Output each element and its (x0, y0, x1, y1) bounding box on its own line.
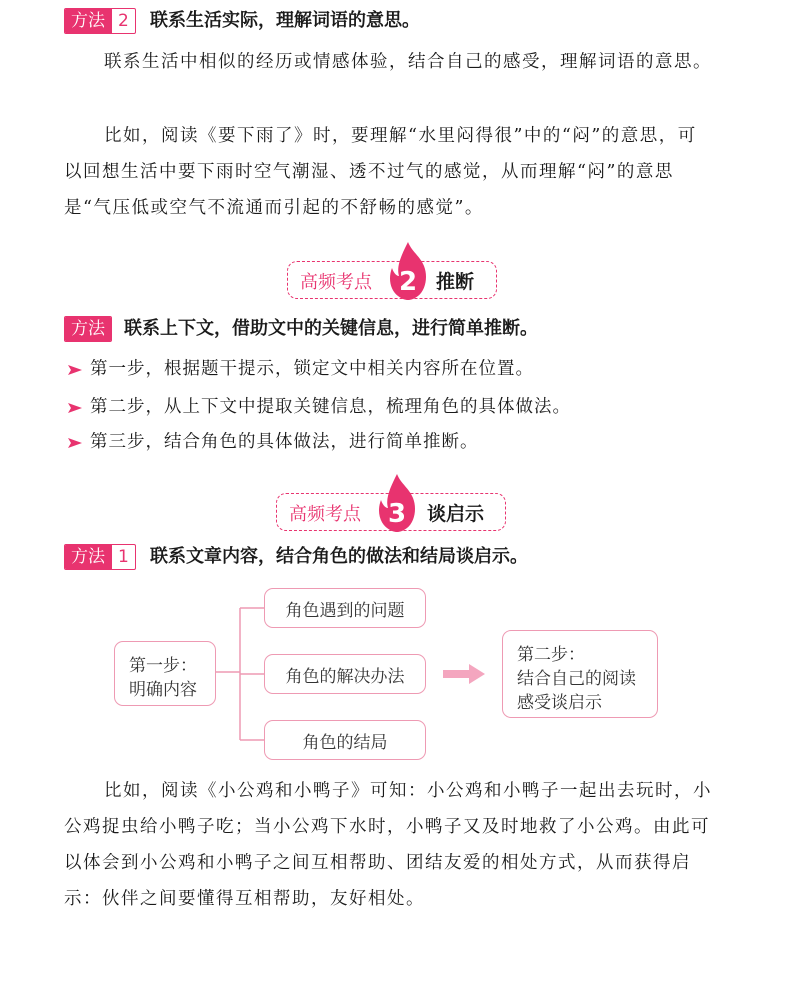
right-arrow-icon (443, 664, 485, 684)
banner-right-text: 推断 (436, 271, 475, 293)
branch-ending-box (264, 720, 426, 760)
banner-left-text: 高频考点 (300, 272, 372, 293)
branch-problem-box (264, 588, 426, 628)
method-label: 方法 (65, 9, 111, 33)
method-2-heading: 联系生活实际，理解词语的意思。 (150, 10, 420, 31)
section1-paragraph-2-text: 比如，阅读《要下雨了》时，要理解“水里闷得很”中的“闷”的意思，可以回想生活中要下雨时空气潮湿、透不过气的感觉，从而理解“闷”的意思是“气压低或空气不流通而引起的不舒畅的感觉”。 (64, 126, 697, 218)
step-bullet-1-text: 第一步，根据题干提示，锁定文中相关内容所在位置。 (90, 359, 534, 379)
branch-solution-box (264, 654, 426, 694)
section3-paragraph (64, 773, 714, 917)
step2-box (502, 630, 658, 718)
method-1-heading: 联系文章内容，结合角色的做法和结局谈启示。 (150, 546, 528, 567)
step-bullet-2-text: 第二步，从上下文中提取关键信息，梳理角色的具体做法。 (90, 397, 571, 417)
branch-ending-text: 角色的结局 (302, 732, 388, 753)
banner-number: 2 (398, 267, 418, 297)
branch-solution-text: 角色的解决办法 (285, 666, 405, 687)
method-label: 方法 (65, 317, 111, 341)
method-number: 2 (111, 9, 135, 33)
section3-paragraph-text: 比如，阅读《小公鸡和小鸭子》可知：小公鸡和小鸭子一起出去玩时，小公鸡捉虫给小鸭子吃；当小公鸡下水时，小鸭子又及时地救了小公鸡。由此可以体会到小公鸡和小鸭子之间互相帮助、团结友爱的相处方式，从而获得启示：伙伴之间要懂得互相帮助，友好相处。 (64, 781, 712, 909)
banner-number: 3 (387, 499, 407, 529)
step2-text-line2: 感受谈启示 (517, 693, 602, 713)
step2-title: 第二步： (517, 645, 585, 665)
banner-right-text: 谈启示 (427, 503, 485, 525)
method-heading: 联系上下文，借助文中的关键信息，进行简单推断。 (124, 318, 538, 339)
method-label: 方法 (65, 545, 111, 569)
method-number: 1 (111, 545, 135, 569)
step1-box (114, 641, 216, 706)
section1-paragraph-1-text: 联系生活中相似的经历或情感体验，结合自己的感受，理解词语的意思。 (104, 52, 712, 72)
step2-text-line1: 结合自己的阅读 (517, 669, 636, 689)
banner-left-text: 高频考点 (289, 504, 361, 525)
branch-problem-text: 角色遇到的问题 (285, 600, 405, 621)
step1-text: 明确内容 (129, 680, 197, 700)
step-bullet-3-text: 第三步，结合角色的具体做法，进行简单推断。 (90, 432, 479, 452)
step1-title: 第一步： (129, 656, 197, 676)
